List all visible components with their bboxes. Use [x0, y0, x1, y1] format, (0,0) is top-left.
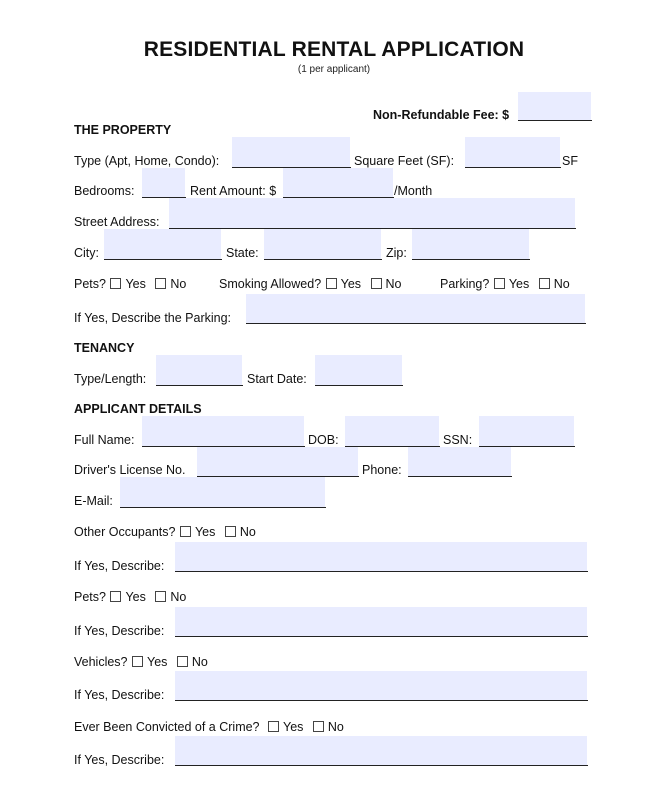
section-tenancy-heading: TENANCY: [74, 341, 135, 355]
applicant-pets-row: [74, 589, 186, 605]
occupants-label: Other Occupants?: [74, 525, 176, 539]
occupants-row: [74, 524, 256, 540]
section-property-heading: THE PROPERTY: [74, 123, 172, 137]
street-address-input[interactable]: [169, 198, 575, 229]
smoking-yes-label: Yes: [340, 277, 362, 291]
parking-no-checkbox[interactable]: [539, 278, 550, 289]
email-underline: [120, 507, 326, 508]
parking-yes-checkbox[interactable]: [494, 278, 505, 289]
type-label: Type (Apt, Home, Condo):: [74, 154, 220, 168]
smoking-row: [219, 276, 402, 292]
smoking-label: Smoking Allowed?: [219, 277, 322, 291]
applicant-pets-yes-checkbox[interactable]: [110, 591, 121, 602]
sqft-input[interactable]: [465, 137, 560, 168]
vehicles-no-label: No: [191, 655, 208, 669]
full-name-input[interactable]: [142, 416, 304, 447]
crime-yes-checkbox[interactable]: [268, 721, 279, 732]
fee-underline: [518, 120, 592, 121]
type-length-label: Type/Length:: [74, 372, 147, 386]
zip-label: Zip:: [386, 246, 407, 260]
applicant-pets-label: Pets?: [74, 590, 106, 604]
parking-describe-input[interactable]: [246, 294, 585, 324]
dob-label: DOB:: [308, 433, 339, 447]
pets-describe-input[interactable]: [175, 607, 587, 637]
city-underline: [104, 259, 222, 260]
parking-no-label: No: [553, 277, 570, 291]
vehicles-yes-checkbox[interactable]: [132, 656, 143, 667]
vehicles-describe-underline: [175, 700, 588, 701]
smoking-no-checkbox[interactable]: [371, 278, 382, 289]
license-input[interactable]: [197, 447, 358, 477]
street-address-label: Street Address:: [74, 215, 160, 229]
type-length-underline: [156, 385, 243, 386]
crime-no-checkbox[interactable]: [313, 721, 324, 732]
sqft-underline: [465, 167, 561, 168]
state-label: State:: [226, 246, 259, 260]
fee-input[interactable]: [518, 92, 591, 120]
section-applicant-heading: APPLICANT DETAILS: [74, 402, 202, 416]
start-date-underline: [315, 385, 403, 386]
ssn-label: SSN:: [443, 433, 473, 447]
full-name-label: Full Name:: [74, 433, 135, 447]
pets-describe-label: If Yes, Describe:: [74, 624, 165, 638]
ssn-input[interactable]: [479, 416, 574, 447]
start-date-input[interactable]: [315, 355, 402, 386]
form-subtitle: (1 per applicant): [297, 64, 371, 75]
dob-input[interactable]: [345, 416, 439, 447]
bedrooms-input[interactable]: [142, 168, 185, 198]
occupants-no-label: No: [239, 525, 256, 539]
crime-label: Ever Been Convicted of a Crime?: [74, 720, 260, 734]
type-input[interactable]: [232, 137, 350, 168]
zip-input[interactable]: [412, 229, 529, 260]
applicant-pets-no-checkbox[interactable]: [155, 591, 166, 602]
phone-input[interactable]: [408, 447, 511, 477]
city-input[interactable]: [104, 229, 221, 260]
state-input[interactable]: [264, 229, 381, 260]
occupants-describe-underline: [175, 571, 588, 572]
applicant-pets-yes-label: Yes: [125, 590, 146, 604]
property-pets-label: Pets?: [74, 277, 106, 291]
crime-row: [74, 719, 344, 735]
occupants-yes-label: Yes: [194, 525, 216, 539]
zip-underline: [412, 259, 530, 260]
occupants-yes-checkbox[interactable]: [180, 526, 191, 537]
pets-describe-underline: [175, 636, 588, 637]
rent-input[interactable]: [283, 168, 393, 198]
parking-describe-underline: [246, 323, 586, 324]
smoking-yes-checkbox[interactable]: [326, 278, 337, 289]
rent-label: Rent Amount: $: [190, 184, 277, 198]
property-pets-no-checkbox[interactable]: [155, 278, 166, 289]
parking-describe-label: If Yes, Describe the Parking:: [74, 311, 232, 325]
per-month-label: /Month: [394, 184, 433, 198]
crime-describe-label: If Yes, Describe:: [74, 753, 165, 767]
parking-label: Parking?: [440, 277, 490, 291]
crime-yes-label: Yes: [283, 720, 304, 734]
property-pets-yes-label: Yes: [125, 277, 146, 291]
property-pets-row: [74, 276, 186, 292]
property-pets-no-label: No: [170, 277, 187, 291]
vehicles-describe-input[interactable]: [175, 671, 587, 701]
email-input[interactable]: [120, 477, 325, 508]
crime-no-label: No: [327, 720, 344, 734]
type-length-input[interactable]: [156, 355, 242, 386]
email-label: E-Mail:: [74, 494, 113, 508]
parking-yes-label: Yes: [508, 277, 530, 291]
phone-label: Phone:: [362, 463, 402, 477]
applicant-pets-no-label: No: [170, 590, 187, 604]
license-label: Driver's License No.: [74, 463, 186, 477]
vehicles-label: Vehicles?: [74, 655, 128, 669]
sqft-label: Square Feet (SF):: [354, 154, 455, 168]
property-pets-yes-checkbox[interactable]: [110, 278, 121, 289]
occupants-describe-input[interactable]: [175, 542, 587, 572]
form-title: RESIDENTIAL RENTAL APPLICATION: [143, 38, 525, 61]
crime-describe-underline: [175, 765, 588, 766]
crime-describe-input[interactable]: [175, 736, 587, 766]
vehicles-no-checkbox[interactable]: [177, 656, 188, 667]
vehicles-row: [74, 654, 208, 670]
bedrooms-label: Bedrooms:: [74, 184, 135, 198]
fee-label: Non-Refundable Fee: $: [373, 108, 510, 122]
parking-row: [440, 276, 570, 292]
smoking-no-label: No: [385, 277, 402, 291]
start-date-label: Start Date:: [247, 372, 307, 386]
occupants-describe-label: If Yes, Describe:: [74, 559, 165, 573]
state-underline: [264, 259, 382, 260]
city-label: City:: [74, 246, 99, 260]
sf-unit-label: SF: [562, 154, 578, 168]
occupants-no-checkbox[interactable]: [225, 526, 236, 537]
phone-underline: [408, 476, 512, 477]
vehicles-describe-label: If Yes, Describe:: [74, 688, 165, 702]
vehicles-yes-label: Yes: [147, 655, 168, 669]
